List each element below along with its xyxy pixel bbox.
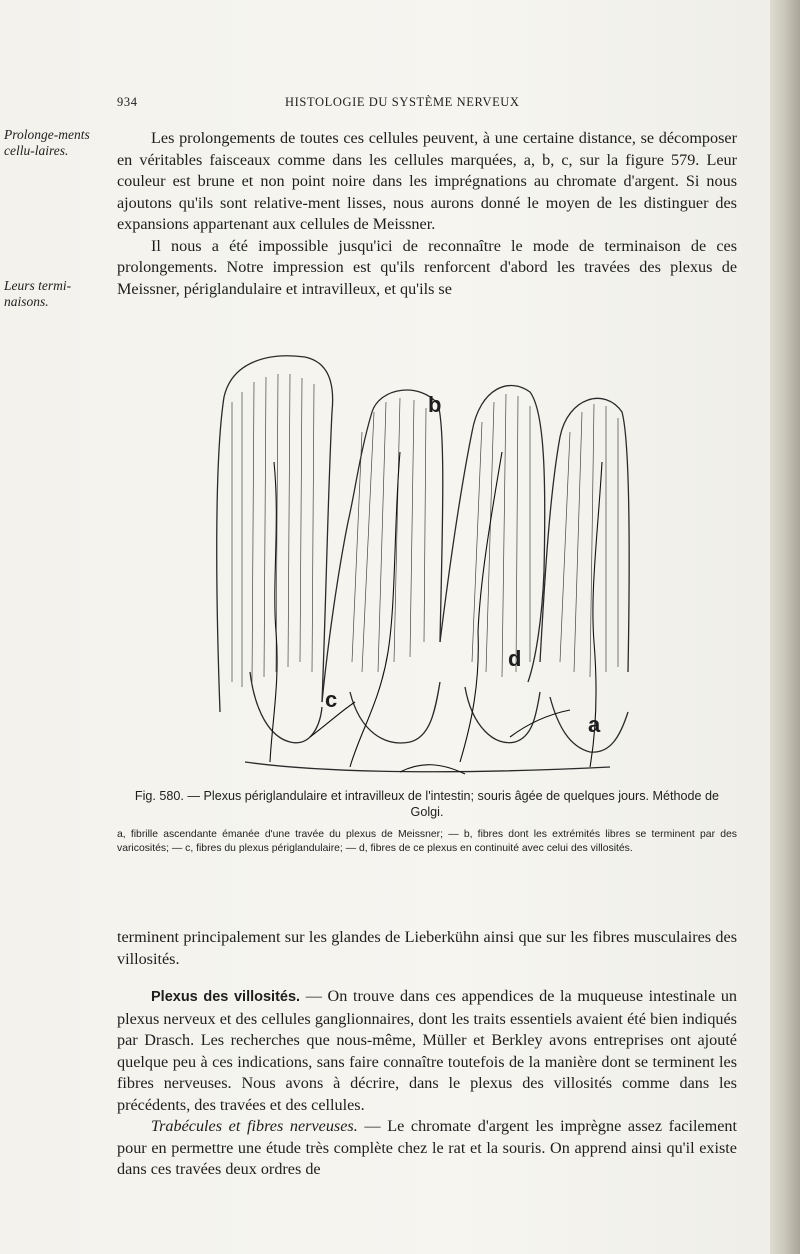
margin-note-terminaisons: Leurs termi-naisons. [4, 278, 72, 309]
muscularis-line [245, 762, 610, 772]
subsection-text: — Le chromate d'argent les imprègne assez facilement pour en permettre une étude très complète chez le rat et la souris. On apprend ainsi qu'il existe dans ces travées deux ordres de [117, 1117, 737, 1178]
villus-outlines [217, 356, 629, 772]
figure-caption: Fig. 580. — Plexus périglandulaire et intravilleux de l'intestin; souris âgée de quelques jours. Méthode de Golgi. [134, 789, 720, 819]
running-head [117, 95, 737, 113]
margin-note-prolongements: Prolonge-ments cellu-laires. [4, 127, 90, 158]
running-title: HISTOLOGIE DU SYSTÈME NERVEUX [285, 95, 520, 109]
figure-label-a: a [588, 712, 601, 737]
gland-crypt [250, 672, 322, 743]
body-text-bottom [117, 927, 737, 1181]
gland-crypt [465, 687, 540, 743]
figure-label-b: b [428, 392, 442, 417]
gland-crypt [350, 682, 440, 743]
figure-label-d: d [508, 646, 522, 671]
nerve-fibres [270, 452, 602, 774]
body-text-top [117, 128, 737, 300]
book-gutter [770, 0, 800, 1254]
section-heading: Plexus des villosités. [151, 989, 301, 1005]
page-number: 934 [117, 95, 138, 109]
figure-label-c: c [325, 687, 338, 712]
figure-legend: a, fibrille ascendante émanée d'une travée du plexus de Meissner; — b, fibres dont les extrémités libres se terminent par des varicosités; — c, fibres du plexus périglandulaire; — d, fibres de ce plexus en continuité avec celui des villosités. [117, 829, 737, 854]
villus-outline [440, 385, 545, 682]
paragraph: terminent principalement sur les glandes de Lieberkühn ainsi que sur les fibres musculaires des villosités. [117, 928, 737, 968]
subsection-heading: Trabécules et fibres nerveuses. [151, 1117, 358, 1135]
villus-outline [540, 398, 629, 672]
figure-illustration [210, 342, 640, 787]
paragraph: Il nous a été impossible jusqu'ici de reconnaître le mode de terminaison de ces prolongements. Notre impression est qu'ils renforcent d'abord les travées des plexus de Meissner, périglandulaire et intravilleux, et qu'ils se [117, 236, 737, 298]
subsection-paragraph [117, 1116, 737, 1181]
epithelium-hatching [232, 374, 618, 687]
section-paragraph [117, 986, 737, 1116]
villi-drawing [210, 342, 640, 787]
paragraph: Les prolongements de toutes ces cellules peuvent, à une certaine distance, se décomposer en véritables faisceaux comme dans les cellules marquées, a, b, c, sur la figure 579. Leur couleur est brune et non point noire dans les imprégnations au chromate d'argent. Si nous ajoutons qu'ils sont relative-ment lisses, nous aurons donné le moyen de les distinguer des expansions appartenant aux cellules de Meissner. [117, 129, 737, 233]
section-text: — On trouve dans ces appendices de la muqueuse intestinale un plexus nerveux et des cellules ganglionnaires, dont les traits essentiels avaient été bien indiqués par Drasch. Les recherches que nous-même, Müller et Berkley avons entreprises ont ajouté quelque peu à ces indications, sans faire connaître toutefois de la manière dont se terminent les fibres nerveuses. Nous avons à décrire, dans le plexus des villosités comme dans les précédents, des travées et des cellules. [117, 987, 738, 1114]
villus-outline [217, 356, 333, 712]
